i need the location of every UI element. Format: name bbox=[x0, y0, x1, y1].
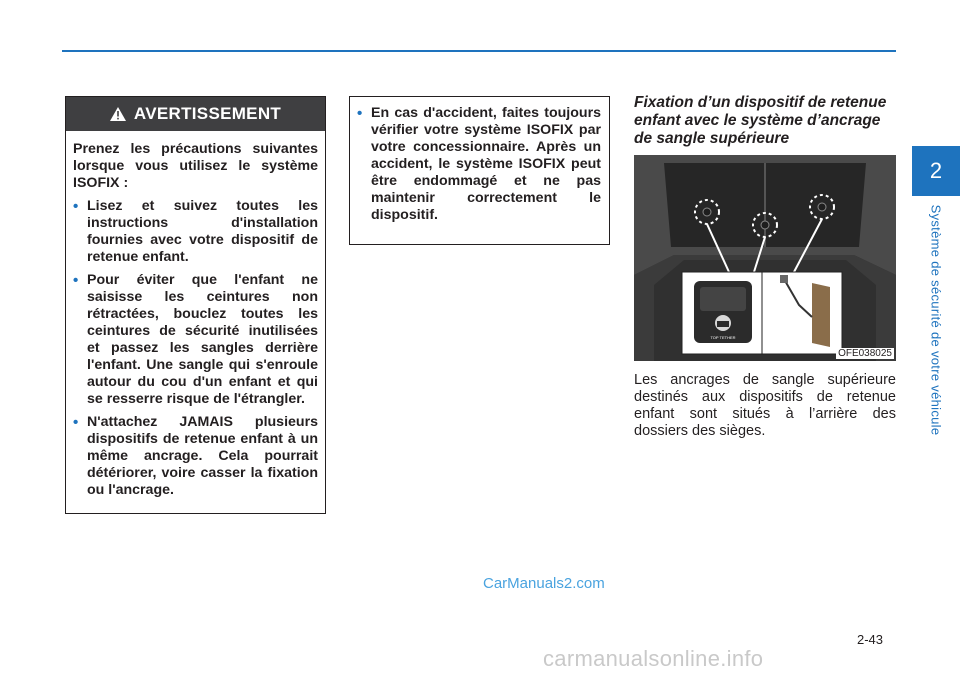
warning-intro: Prenez les précautions suivantes lorsque vous utilisez le système ISOFIX : bbox=[73, 141, 318, 191]
bullet-icon: • bbox=[73, 198, 79, 215]
trunk-illustration bbox=[634, 155, 896, 361]
bullet-icon: • bbox=[73, 414, 79, 431]
chapter-number: 2 bbox=[929, 158, 943, 183]
warning-item: • N'attachez JAMAIS plusieurs dispositifs de retenue enfant à un même ancrage. Cela pourrait détériorer, voire casser la fixation ou l'ancrage. bbox=[73, 414, 318, 498]
warning-list bbox=[73, 198, 318, 499]
footer-site-watermark: carmanualsonline.info bbox=[543, 646, 764, 671]
chapter-title: Système de sécurité de votre véhicule bbox=[928, 204, 944, 436]
warning-item: • En cas d'accident, faites toujours vérifier votre système ISOFIX par votre concessionnaire. Après un accident, le système ISOFIX peut être endommagé et ne pas maintenir correctement le dispositif. bbox=[357, 105, 601, 223]
trunk-figure bbox=[634, 155, 896, 361]
bullet-icon: • bbox=[73, 272, 79, 289]
bullet-icon: • bbox=[357, 105, 363, 122]
chapter-tab[interactable] bbox=[912, 146, 960, 196]
warning-header bbox=[66, 97, 325, 131]
warning-continued-box bbox=[349, 96, 610, 245]
warning-heading: AVERTISSEMENT bbox=[133, 104, 282, 123]
warning-triangle-icon bbox=[110, 107, 126, 121]
inset-label: TOP TETHER bbox=[710, 335, 736, 340]
warning-continued-list bbox=[357, 105, 601, 224]
warning-box bbox=[65, 96, 326, 514]
figure-code: OFE038025 bbox=[838, 348, 892, 359]
section-title: Fixation d’un dispositif de retenue enfant avec le système d’ancrage de sangle supérieure bbox=[634, 94, 887, 147]
warning-item: • Pour éviter que l'enfant ne saisisse les ceintures non rétractées, bouclez toutes les ceintures de sécurité inutilisées et passez les sangles derrière l'enfant. Une sangle qui s'enroule autour du cou d'un enfant et qui se resserre risque de l'étrangler. bbox=[73, 272, 318, 407]
warning-item: • Lisez et suivez toutes les instructions d'installation fournies avec votre dispositif de retenue enfant. bbox=[73, 198, 318, 265]
header-rule bbox=[62, 50, 896, 52]
section-body: Les ancrages de sangle supérieure destinés aux dispositifs de retenue enfant sont situés à l’arrière des dossiers des sièges. bbox=[634, 372, 896, 439]
warning-body bbox=[66, 131, 325, 499]
page-number: 2-43 bbox=[857, 632, 884, 647]
watermark-link[interactable]: CarManuals2.com bbox=[483, 575, 605, 592]
